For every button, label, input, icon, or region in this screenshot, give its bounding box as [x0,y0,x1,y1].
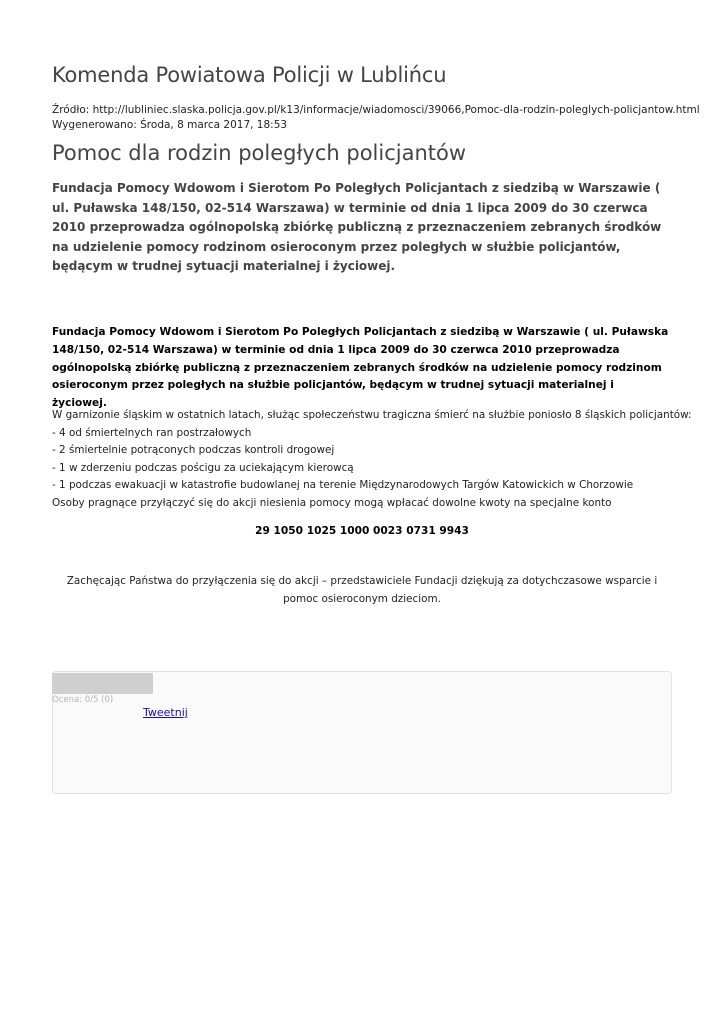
body-line: - 1 podczas ewakuacji w katastrofie budowlanej na terenie Międzynarodowych Targów Katowickich w Chorzowie [52,479,634,492]
bank-account-number: 29 1050 1025 1000 0023 0731 9943 [255,525,469,537]
body-line: - 4 od śmiertelnych ran postrzałowych [52,426,252,439]
rating-stars-bar[interactable] [52,673,153,694]
source-line: Źródło: http://lubliniec.slaska.policja.gov.pl/k13/informacje/wiadomosci/39066,Pomoc-dla-rodzin-poleglych-policjantow.html [52,104,700,116]
article-bold-paragraph: Fundacja Pomocy Wdowom i Sierotom Po Poległych Policjantach z siedzibą w Warszawie ( ul. Puławska 148/150, 02-514 Warszawa) w terminie od dnia 1 lipca 2009 do 30 czerwca 2010 przeprowadza ogólnopolską zbiórkę publiczną z przeznaczeniem zebranych środków na udzielenie pomocy rodzinom osieroconym przez poległych na służbie policjantów, będącym w trudnej sytuacji materialnej i życiowej. [52,326,669,410]
article-title: Pomoc dla rodzin poległych policjantów [52,141,467,165]
body-line: W garnizonie śląskim w ostatnich latach, służąc społeczeństwu tragiczna śmierć na służbie poniosło 8 śląskich policjantów: [52,409,692,421]
body-line: - 1 w zderzeniu podczas pościgu za uciekającym kierowcą [52,461,354,474]
rating-text: Ocena: 0/5 (0) [52,695,114,705]
generated-line: Wygenerowano: Środa, 8 marca 2017, 18:53 [52,119,288,131]
document-meta [52,103,700,133]
article-body [52,407,692,513]
body-line: Osoby pragnące przyłączyć się do akcji niesienia pomocy mogą wpłacać dowolne kwoty na specjalne konto [52,496,612,509]
body-line: - 2 śmiertelnie potrąconych podczas kontroli drogowej [52,444,335,457]
article-closing: Zachęcając Państwa do przyłączenia się do akcji – przedstawiciele Fundacji dziękują za dotychczasowe wsparcie i pomoc osieroconym dzieciom. [66,575,658,605]
site-title: Komenda Powiatowa Policji w Lublińcu [52,63,447,87]
article-lead: Fundacja Pomocy Wdowom i Sierotom Po Poległych Policjantach z siedzibą w Warszawie ( ul. Puławska 148/150, 02-514 Warszawa) w terminie od dnia 1 lipca 2009 do 30 czerwca 2010 przeprowadza ogólnopolską zbiórkę publiczną z przeznaczeniem zebranych środków na udzielenie pomocy rodzinom osieroconym przez poległych w służbie policjantów, będącym w trudnej sytuacji materialnej i życiowej. [52,181,662,274]
tweet-link[interactable]: Tweetnij [143,706,188,719]
